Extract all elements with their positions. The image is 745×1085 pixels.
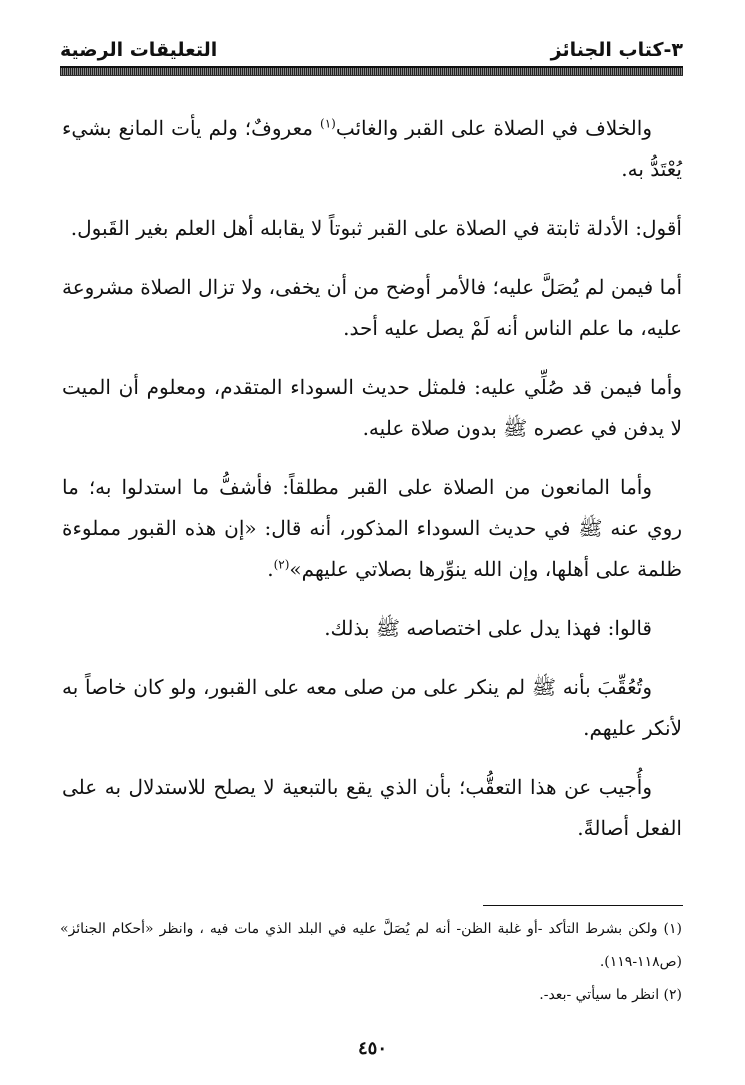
- paragraph-4: وأما فيمن قد صُلِّي عليه: فلمثل حديث السوداء المتقدم، ومعلوم أن الميت لا يدفن في عصره ﷺ بدون صلاة عليه.: [62, 375, 682, 440]
- paragraph-2: أقول: الأدلة ثابتة في الصلاة على القبر ثبوتاً لا يقابله أهل العلم بغير القَبول.: [70, 216, 682, 240]
- main-text: [62, 108, 682, 867]
- footnote-1: (١) ولكن بشرط التأكد -أو غلبة الظن- أنه لم يُصَلَّ عليه في البلد الذي مات فيه ، وانظر «أحكام الجنائز» (ص١١٨-١١٩).: [60, 921, 682, 970]
- paragraph-6: قالوا: فهذا يدل على اختصاصه ﷺ بذلك.: [324, 616, 652, 640]
- paragraph-1-text: والخلاف في الصلاة على القبر والغائب: [335, 116, 652, 140]
- header-rule: [60, 66, 683, 76]
- paragraph-5-text: وأما المانعون من الصلاة على القبر مطلقاً: فأشفُّ ما استدلوا به؛ ما روي عنه ﷺ في حديث السوداء المذكور، أنه قال: «إن هذه القبور مملوءة ظلمة على أهلها، وإن الله ينوِّرها بصلاتي عليهم»: [62, 475, 682, 581]
- paragraph-1: [62, 108, 682, 190]
- footnotes: [60, 913, 682, 1012]
- paragraph-8: وأُجيب عن هذا التعقُّب؛ بأن الذي يقع بالتبعية لا يصلح للاستدلال به على الفعل أصالةً.: [62, 775, 682, 840]
- book-title: التعليقات الرضية: [60, 39, 218, 61]
- footnote-rule: [483, 905, 683, 906]
- paragraph-5: [62, 467, 682, 590]
- footnote-2: (٢) انظر ما سيأتي -بعد-.: [539, 987, 682, 1003]
- paragraph-5-text-cont: .: [267, 557, 274, 581]
- paragraph-7: وتُعُقِّبَ بأنه ﷺ لم ينكر على من صلى معه على القبور، ولو كان خاصاً به لأنكر عليهم.: [62, 675, 682, 740]
- page-header: [60, 38, 683, 78]
- chapter-title: ٣-كتاب الجنائز: [550, 39, 683, 61]
- footnote-ref-2: (٢): [273, 557, 290, 572]
- paragraph-1-text-cont: معروفٌ؛ ولم يأت المانع بشيء يُعْتَدُّ به.: [62, 116, 682, 181]
- paragraph-3: أما فيمن لم يُصَلَّ عليه؛ فالأمر أوضح من أن يخفى، ولا تزال الصلاة مشروعة عليه، ما علم الناس أنه لَمْ يصل عليه أحد.: [62, 275, 682, 340]
- page-number: ٤٥٠: [357, 1038, 387, 1059]
- footnote-ref-1: (١): [320, 116, 336, 131]
